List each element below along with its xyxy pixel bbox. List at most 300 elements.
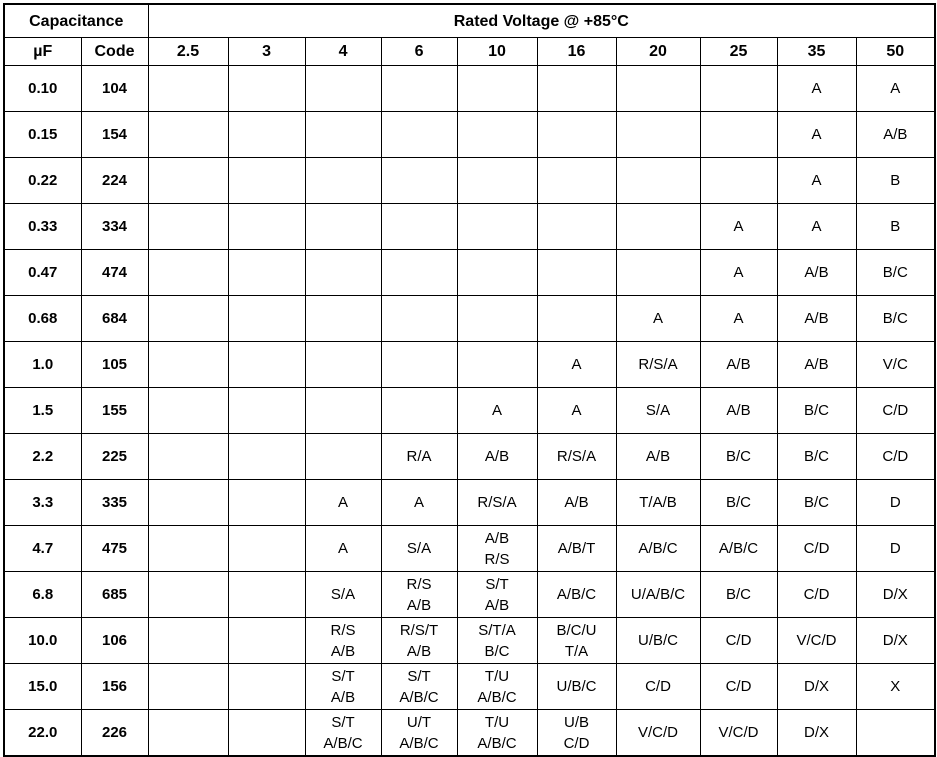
case-code-text: S/T/A [478, 621, 516, 639]
case-code-cell [616, 434, 700, 480]
case-code-cell [148, 572, 228, 618]
case-code-cell [381, 388, 457, 434]
case-code-text: A [571, 356, 582, 373]
case-code-text: A/B [406, 596, 432, 614]
case-code-text: D [889, 540, 901, 557]
uf-header: µF [4, 38, 81, 66]
case-code-cell [616, 250, 700, 296]
case-code-cell [616, 296, 700, 342]
case-code-cell [457, 664, 537, 710]
case-code-text: R/S/T [399, 621, 439, 639]
case-code-cell [148, 618, 228, 664]
case-code-text: S/T [485, 575, 509, 593]
case-code-cell [777, 480, 856, 526]
case-code-text: V/C [882, 356, 908, 373]
case-code-cell [148, 296, 228, 342]
capacitance-uf: 2.2 [4, 434, 81, 480]
table-body [4, 66, 935, 757]
case-code-text: A/B [330, 688, 356, 706]
case-code-cell [457, 296, 537, 342]
case-code-text: B/C/U [556, 621, 597, 639]
case-code-cell [777, 664, 856, 710]
case-code-cell [616, 66, 700, 112]
case-code-cell [616, 158, 700, 204]
case-code-text: R/S/A [477, 494, 517, 511]
case-code-cell [616, 664, 700, 710]
case-code-cell [700, 158, 777, 204]
case-code-cell [700, 526, 777, 572]
case-code-text: A/B/C [477, 688, 517, 706]
case-code-cell [305, 158, 381, 204]
case-code-cell [381, 572, 457, 618]
case-code-text: A/B [484, 596, 510, 614]
case-code-text: S/A [645, 402, 671, 419]
case-code-text: A/B/T [557, 540, 596, 557]
case-code-text: A/B/C [477, 734, 517, 752]
case-code-text: V/C/D [718, 724, 759, 741]
case-code-cell [305, 388, 381, 434]
case-code-cell [856, 480, 935, 526]
case-code-cell [381, 66, 457, 112]
case-code-text: V/C/D [638, 724, 679, 741]
case-code-cell [305, 66, 381, 112]
case-code-cell [616, 342, 700, 388]
case-code-text: A/B/C [556, 586, 597, 603]
case-code-text: R/S/A [556, 448, 597, 465]
case-code-cell [305, 112, 381, 158]
case-code-cell [616, 480, 700, 526]
case-code-text: D [889, 494, 901, 511]
table-row [4, 434, 935, 480]
capacitance-uf: 0.47 [4, 250, 81, 296]
case-code-cell [228, 158, 305, 204]
voltage-header-3: 6 [381, 38, 457, 66]
table-row [4, 296, 935, 342]
case-code-cell [616, 710, 700, 757]
case-code-cell [856, 112, 935, 158]
case-code-cell [856, 250, 935, 296]
case-code-cell [777, 66, 856, 112]
case-code-cell [777, 710, 856, 757]
case-code-cell [537, 342, 616, 388]
capacitance-code: 226 [81, 710, 148, 757]
case-code-cell [856, 434, 935, 480]
case-code-text: S/T [331, 713, 355, 731]
case-code-cell [228, 388, 305, 434]
case-code-text: C/D [563, 734, 590, 752]
case-code-cell [856, 296, 935, 342]
case-code-text: B/C [804, 448, 830, 465]
rated-voltage-header: Rated Voltage @ +85°C [148, 4, 935, 38]
case-code-cell [457, 526, 537, 572]
table-row [4, 66, 935, 112]
case-code-cell [381, 434, 457, 480]
case-code-cell [457, 112, 537, 158]
case-code-text: A [492, 402, 503, 419]
case-code-cell [457, 480, 537, 526]
case-code-cell [148, 204, 228, 250]
capacitance-code: 156 [81, 664, 148, 710]
capacitance-voltage-table [3, 3, 936, 757]
table-row [4, 664, 935, 710]
capacitance-uf: 10.0 [4, 618, 81, 664]
case-code-text: A/B [330, 642, 356, 660]
case-code-cell [616, 618, 700, 664]
case-code-text: S/T [407, 667, 431, 685]
case-code-text: U/B [564, 713, 590, 731]
voltage-header-2: 4 [305, 38, 381, 66]
case-code-text: D/X [804, 678, 830, 695]
case-code-cell [777, 204, 856, 250]
case-code-text: A/B [484, 448, 510, 465]
capacitance-code: 474 [81, 250, 148, 296]
capacitance-code: 155 [81, 388, 148, 434]
case-code-text: A [811, 218, 822, 235]
case-code-cell [616, 204, 700, 250]
table-row [4, 158, 935, 204]
case-code-cell [856, 388, 935, 434]
case-code-cell [537, 618, 616, 664]
case-code-text: T/U [484, 667, 510, 685]
case-code-cell [381, 342, 457, 388]
capacitance-uf: 0.22 [4, 158, 81, 204]
capacitance-uf: 4.7 [4, 526, 81, 572]
capacitance-code: 684 [81, 296, 148, 342]
case-code-cell [700, 66, 777, 112]
case-code-text: A [811, 80, 822, 97]
case-code-cell [305, 480, 381, 526]
capacitance-code: 104 [81, 66, 148, 112]
case-code-cell [457, 342, 537, 388]
case-code-text: A/B [564, 494, 589, 511]
case-code-cell [305, 204, 381, 250]
case-code-cell [381, 480, 457, 526]
case-code-cell [228, 572, 305, 618]
case-code-text: U/B/C [638, 632, 679, 649]
table-row [4, 204, 935, 250]
case-code-cell [148, 388, 228, 434]
case-code-cell [228, 66, 305, 112]
case-code-cell [537, 664, 616, 710]
case-code-text: C/D [803, 540, 830, 557]
capacitance-code: 105 [81, 342, 148, 388]
capacitance-code: 335 [81, 480, 148, 526]
case-code-cell [228, 342, 305, 388]
case-code-cell [148, 664, 228, 710]
case-code-cell [228, 480, 305, 526]
case-code-text: V/C/D [796, 632, 837, 649]
case-code-cell [381, 664, 457, 710]
case-code-cell [856, 572, 935, 618]
case-code-cell [148, 434, 228, 480]
case-code-cell [616, 388, 700, 434]
voltage-header-6: 20 [616, 38, 700, 66]
capacitance-uf: 0.68 [4, 296, 81, 342]
case-code-cell [700, 204, 777, 250]
case-code-cell [305, 434, 381, 480]
case-code-cell [777, 112, 856, 158]
case-code-text: B/C [726, 448, 752, 465]
case-code-cell [381, 618, 457, 664]
case-code-cell [305, 526, 381, 572]
capacitance-uf: 15.0 [4, 664, 81, 710]
case-code-cell [700, 618, 777, 664]
case-code-cell [700, 112, 777, 158]
case-code-text: B/C [804, 402, 830, 419]
case-code-text: B/C [726, 586, 752, 603]
capacitance-uf: 0.15 [4, 112, 81, 158]
case-code-cell [305, 618, 381, 664]
case-code-text: C/D [882, 448, 909, 465]
case-code-text: B/C [882, 264, 908, 281]
case-code-cell [777, 296, 856, 342]
case-code-cell [381, 296, 457, 342]
capacitance-code: 475 [81, 526, 148, 572]
case-code-text: B [890, 218, 901, 235]
case-code-cell [777, 342, 856, 388]
case-code-text: B/C [726, 494, 752, 511]
case-code-text: D/X [882, 586, 908, 603]
case-code-cell [616, 112, 700, 158]
case-code-cell [457, 618, 537, 664]
case-code-cell [148, 112, 228, 158]
case-code-text: A [811, 126, 822, 143]
case-code-cell [700, 664, 777, 710]
case-code-cell [537, 572, 616, 618]
case-code-text: T/A [564, 642, 589, 660]
case-code-cell [457, 434, 537, 480]
table-row [4, 618, 935, 664]
code-header: Code [81, 38, 148, 66]
header-row-top [4, 4, 935, 38]
case-code-text: D/X [804, 724, 830, 741]
capacitance-code: 334 [81, 204, 148, 250]
case-code-text: A/B/C [399, 734, 439, 752]
case-code-cell [148, 66, 228, 112]
case-code-text: T/A/B [639, 494, 677, 511]
case-code-text: B [890, 172, 901, 189]
capacitance-uf: 0.33 [4, 204, 81, 250]
capacitance-uf: 3.3 [4, 480, 81, 526]
case-code-cell [537, 710, 616, 757]
capacitance-header: Capacitance [4, 4, 148, 38]
case-code-cell [700, 388, 777, 434]
voltage-header-7: 25 [700, 38, 777, 66]
case-code-cell [700, 342, 777, 388]
case-code-cell [537, 66, 616, 112]
case-code-cell [700, 296, 777, 342]
case-code-cell [305, 296, 381, 342]
case-code-cell [457, 204, 537, 250]
case-code-text: S/A [330, 586, 356, 603]
case-code-cell [148, 710, 228, 757]
case-code-cell [457, 572, 537, 618]
case-code-cell [381, 710, 457, 757]
case-code-cell [856, 342, 935, 388]
case-code-cell [537, 526, 616, 572]
case-code-cell [700, 572, 777, 618]
capacitance-uf: 1.0 [4, 342, 81, 388]
case-code-cell [856, 204, 935, 250]
case-code-text: A/B [645, 448, 671, 465]
voltage-header-4: 10 [457, 38, 537, 66]
case-code-text: S/A [406, 540, 432, 557]
case-code-text: B/C [804, 494, 830, 511]
case-code-cell [457, 158, 537, 204]
case-code-cell [537, 158, 616, 204]
capacitance-code: 106 [81, 618, 148, 664]
table-row [4, 526, 935, 572]
case-code-text: R/S [484, 550, 510, 568]
case-code-cell [700, 250, 777, 296]
case-code-cell [305, 572, 381, 618]
case-code-text: A [733, 310, 744, 327]
case-code-cell [777, 158, 856, 204]
table-row [4, 112, 935, 158]
case-code-cell [700, 710, 777, 757]
case-code-cell [856, 664, 935, 710]
case-code-cell [381, 526, 457, 572]
capacitance-uf: 22.0 [4, 710, 81, 757]
case-code-cell [305, 710, 381, 757]
case-code-cell [616, 526, 700, 572]
case-code-text: A [571, 402, 582, 419]
header-row-voltages [4, 38, 935, 66]
case-code-cell [305, 664, 381, 710]
case-code-cell [856, 158, 935, 204]
table-row [4, 342, 935, 388]
case-code-cell [457, 66, 537, 112]
case-code-cell [305, 250, 381, 296]
case-code-cell [537, 296, 616, 342]
capacitance-code: 685 [81, 572, 148, 618]
capacitance-code: 224 [81, 158, 148, 204]
case-code-text: A [733, 218, 744, 235]
case-code-cell [228, 296, 305, 342]
case-code-cell [381, 250, 457, 296]
case-code-cell [228, 710, 305, 757]
voltage-header-5: 16 [537, 38, 616, 66]
case-code-cell [228, 618, 305, 664]
case-code-text: A [733, 264, 744, 281]
case-code-text: B/C [484, 642, 510, 660]
voltage-header-8: 35 [777, 38, 856, 66]
case-code-text: U/A/B/C [630, 586, 686, 603]
case-code-cell [457, 710, 537, 757]
case-code-text: A/B/C [638, 540, 678, 557]
case-code-text: A [338, 494, 349, 511]
case-code-text: A [811, 172, 822, 189]
capacitance-uf: 0.10 [4, 66, 81, 112]
case-code-text: A [653, 310, 664, 327]
case-code-cell [616, 572, 700, 618]
case-code-text: X [890, 678, 901, 695]
case-code-text: C/D [645, 678, 671, 695]
case-code-text: S/T [331, 667, 355, 685]
case-code-cell [537, 480, 616, 526]
case-code-text: R/A [406, 448, 432, 465]
case-code-cell [856, 618, 935, 664]
case-code-text: B/C [882, 310, 908, 327]
case-code-text: D/X [882, 632, 908, 649]
case-code-text: U/T [406, 713, 432, 731]
case-code-text: A/B [883, 126, 908, 143]
table-row [4, 388, 935, 434]
case-code-cell [228, 250, 305, 296]
case-code-cell [457, 250, 537, 296]
case-code-cell [148, 342, 228, 388]
case-code-text: R/S [330, 621, 356, 639]
case-code-cell [777, 250, 856, 296]
case-code-text: A [890, 80, 901, 97]
case-code-cell [537, 250, 616, 296]
voltage-header-0: 2.5 [148, 38, 228, 66]
case-code-cell [228, 664, 305, 710]
capacitance-uf: 1.5 [4, 388, 81, 434]
case-code-text: T/U [484, 713, 510, 731]
case-code-text: C/D [725, 678, 752, 695]
case-code-cell [148, 526, 228, 572]
case-code-cell [305, 342, 381, 388]
case-code-cell [537, 434, 616, 480]
case-code-cell [148, 250, 228, 296]
case-code-cell [148, 158, 228, 204]
case-code-text: U/B/C [556, 678, 597, 695]
case-code-cell [228, 112, 305, 158]
case-code-text: A/B [484, 529, 510, 547]
case-code-cell [777, 618, 856, 664]
voltage-header-1: 3 [228, 38, 305, 66]
capacitance-uf: 6.8 [4, 572, 81, 618]
case-code-text: A/B [804, 310, 829, 327]
case-code-text: A/B/C [718, 540, 759, 557]
case-code-text: A [414, 494, 425, 511]
case-code-cell [777, 572, 856, 618]
case-code-cell [700, 434, 777, 480]
case-code-cell [777, 526, 856, 572]
case-code-text: A/B [726, 356, 751, 373]
table-row [4, 250, 935, 296]
case-code-cell [856, 710, 935, 757]
case-code-cell [381, 158, 457, 204]
case-code-cell [537, 204, 616, 250]
case-code-cell [457, 388, 537, 434]
case-code-cell [537, 112, 616, 158]
capacitance-code: 154 [81, 112, 148, 158]
case-code-text: A [338, 540, 349, 557]
table-row [4, 572, 935, 618]
case-code-text: R/S [406, 575, 432, 593]
case-code-text: A/B [726, 402, 751, 419]
table-row [4, 710, 935, 757]
case-code-text: C/D [725, 632, 752, 649]
case-code-text: R/S/A [638, 356, 678, 373]
case-code-cell [777, 388, 856, 434]
case-code-cell [381, 112, 457, 158]
case-code-cell [228, 434, 305, 480]
case-code-cell [381, 204, 457, 250]
case-code-text: A/B/C [323, 734, 363, 752]
case-code-cell [228, 526, 305, 572]
case-code-text: C/D [882, 402, 909, 419]
case-code-text: A/B [406, 642, 432, 660]
table-row [4, 480, 935, 526]
case-code-text: C/D [803, 586, 830, 603]
case-code-cell [537, 388, 616, 434]
voltage-header-9: 50 [856, 38, 935, 66]
case-code-text: A/B [804, 264, 829, 281]
case-code-cell [856, 526, 935, 572]
